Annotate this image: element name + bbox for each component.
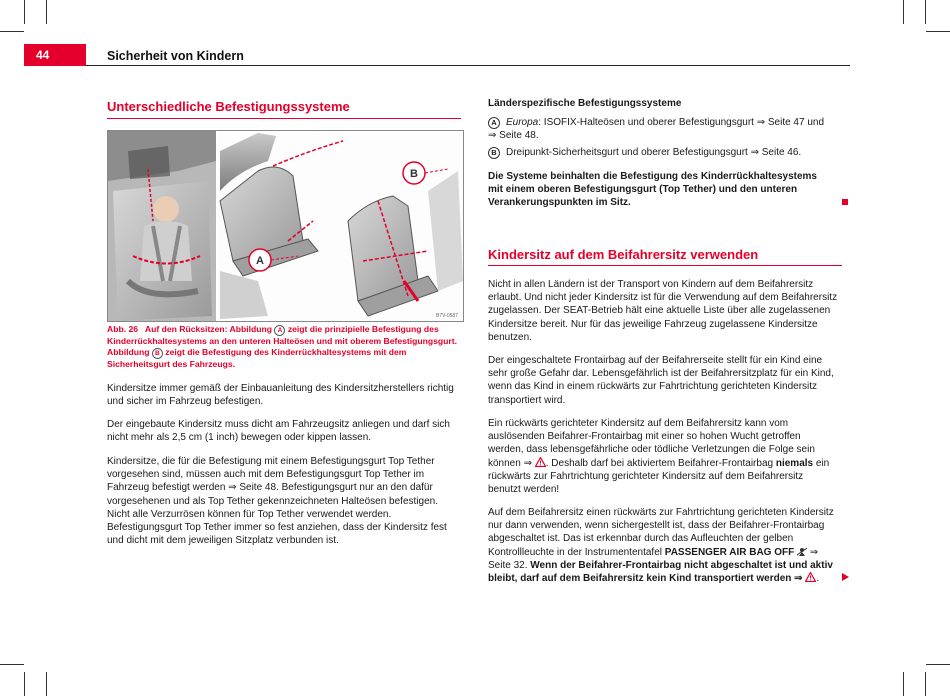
list-item-b [488,146,828,159]
caption-part2: zeigt die prinzipielle Befestigung des Kinderrückhaltesystems an den unteren Halteösen und mit oberem Befestigungsgurt. Abbildung [107,324,458,358]
warning-icon [805,572,816,582]
section-heading-beifahrersitz: Kindersitz auf dem Beifahrersitz verwenden [488,247,759,262]
child-seat-illustration [108,131,463,321]
figure-code: B7V-0587 [436,313,458,319]
crop-mark [926,664,950,665]
page-number: 44 [36,48,50,62]
heading-rule [107,118,461,119]
crop-mark [903,672,904,696]
list-marker-b: B [488,147,500,159]
caption-prefix: Abb. 26 [107,324,139,334]
caption-part3: zeigt die Befestigung des Kinderrückhaltesystems mit dem Sicherheitsgurt des Fahrzeugs. [107,347,407,370]
right-paragraph-3 [488,417,838,496]
caption-ref-a: A [274,325,285,336]
list-item-a-text: : ISOFIX-Halteösen und oberer Befestigungsgurt ⇒ Seite 47 und ⇒ Seite 48. [488,117,825,142]
figure-child-seat-mounting [107,130,464,322]
chapter-title: Sicherheit von Kindern [107,49,244,63]
airbag-off-icon [797,547,807,556]
p4-text-a: Auf dem Beifahrersitz einen rückwärts zur Fahrtrichtung gerichteten Kindersitz nur dann verwenden, wenn sichergestellt ist, dass der Beifahrer-Frontairbag abgeschaltet ist. Das ist erkennbar durch das Aufleuchten der gelben Kontrollleuchte in der Instrumententafel [488,507,834,558]
right-paragraph-1: Nicht in allen Ländern ist der Transport von Kindern auf dem Beifahrersitz erlaubt. Und nicht jeder Kindersitz ist für die Verwendung auf dem Beifahrersitz zugelassen. Der SEAT-Betrieb hält eine aktuelle Liste über alle zugelassenen Kindersitze bereit. Nur für das jeweilige Fahrzeug zugelassene Kindersitze benutzen. [488,279,838,343]
p3-text-a: Ein rückwärts gerichteter Kindersitz auf dem Beifahrersitz kann vom auslösenden Beifahrer-Frontairbag mit einer so hohen Wucht getroffen werden, dass lebensgefährliche oder tödliche Verletzungen die Folge sein können ⇒ [488,418,815,469]
crop-mark [46,0,47,24]
p4-text-b: ⇒ Seite 32. [488,546,819,571]
callout-b-label: B [410,168,418,180]
child-head [153,196,179,222]
p3-bold: niemals [775,457,814,469]
list-item-a [488,116,828,142]
list-item-a-italic: Europa [506,117,539,128]
section-heading-befestigungssysteme: Unterschiedliche Befestigungssysteme [107,99,350,114]
crop-mark [903,0,904,24]
crop-mark [0,664,24,665]
crop-mark [0,31,24,32]
crop-mark [24,672,25,696]
list-marker-a: A [488,117,500,129]
p3-text-b: . Deshalb darf bei aktiviertem Beifahrer-Frontairbag [545,457,774,469]
left-paragraph-3: Kindersitze, die für die Befestigung mit einem Befestigungsgurt Top Tether vorgesehen sind, müssen auch mit dem Befestigungsgurt Top Tether im Fahrzeug befestigt werden ⇒ Seite 48. Befestigungsgurt nur an den dafür vorgesehenen und als Top Tether gekennzeichneten Halteösen befestigen. Nicht alle Verzurrösen können für Top Tether verwendet werden. Befestigungsgurt Top Tether immer so fest anziehen, dass der Kindersitz fest und dicht mit dem jeweiligen Sitzplatz verbunden ist. [107,456,447,547]
right-paragraph-2: Der eingeschaltete Frontairbag auf der Beifahrerseite stellt für ein Kind eine sehr große Gefahr dar. Lebensgefährlich ist der Beifahrersitzplatz für ein Kind, wenn das Kind in einem rückwärts zur Fahrtrichtung gerichteten Kindersitz transportiert wird. [488,355,834,406]
right-paragraph-4 [488,506,840,585]
continue-arrow-icon [842,573,849,581]
caption-ref-b: B [152,348,163,359]
caption-part1: Auf den Rücksitzen: Abbildung [144,324,273,334]
crop-mark [926,31,950,32]
crop-mark [46,672,47,696]
p4-bold-warning: Wenn der Beifahrer-Frontairbag nicht abgeschaltet ist und aktiv bleibt, darf auf dem Beifahrersitz kein Kind transportiert werden ⇒ [488,559,833,585]
crop-mark [24,0,25,24]
callout-a-label: A [256,255,264,267]
p3-text-c: ein rückwärts zur Fahrtrichtung gerichteter Kindersitz auf dem Beifahrersitz benutzt werden! [488,457,830,496]
p4-end: . [816,573,820,585]
list-item-b-text: Dreipunkt-Sicherheitsgurt und oberer Befestigungsgurt ⇒ Seite 46. [506,147,802,158]
figure-caption [107,324,462,370]
heading-rule [488,265,842,266]
section-end-marker [842,199,848,205]
page-number-tab [24,44,86,66]
subheading-laenderspezifisch: Länderspezifische Befestigungssysteme [488,98,682,109]
right-bold-paragraph: Die Systeme beinhalten die Befestigung des Kinderrückhaltesystems mit einem oberen Befestigungsgurt (Top Tether) und den unteren Verankerungspunkten im Sitz. [488,171,817,209]
warning-icon [535,457,546,467]
crop-mark [925,0,926,24]
p4-bold-indicator: PASSENGER AIR BAG OFF [664,546,795,558]
crop-mark [925,672,926,696]
left-paragraph-1: Kindersitze immer gemäß der Einbauanleitung des Kindersitzherstellers richtig und sicher im Fahrzeug befestigen. [107,383,454,408]
left-paragraph-2: Der eingebaute Kindersitz muss dicht am Fahrzeugsitz anliegen und darf sich nicht mehr als 2,5 cm (1 inch) bewegen oder kippen lassen. [107,419,450,444]
header-rule [86,65,850,66]
